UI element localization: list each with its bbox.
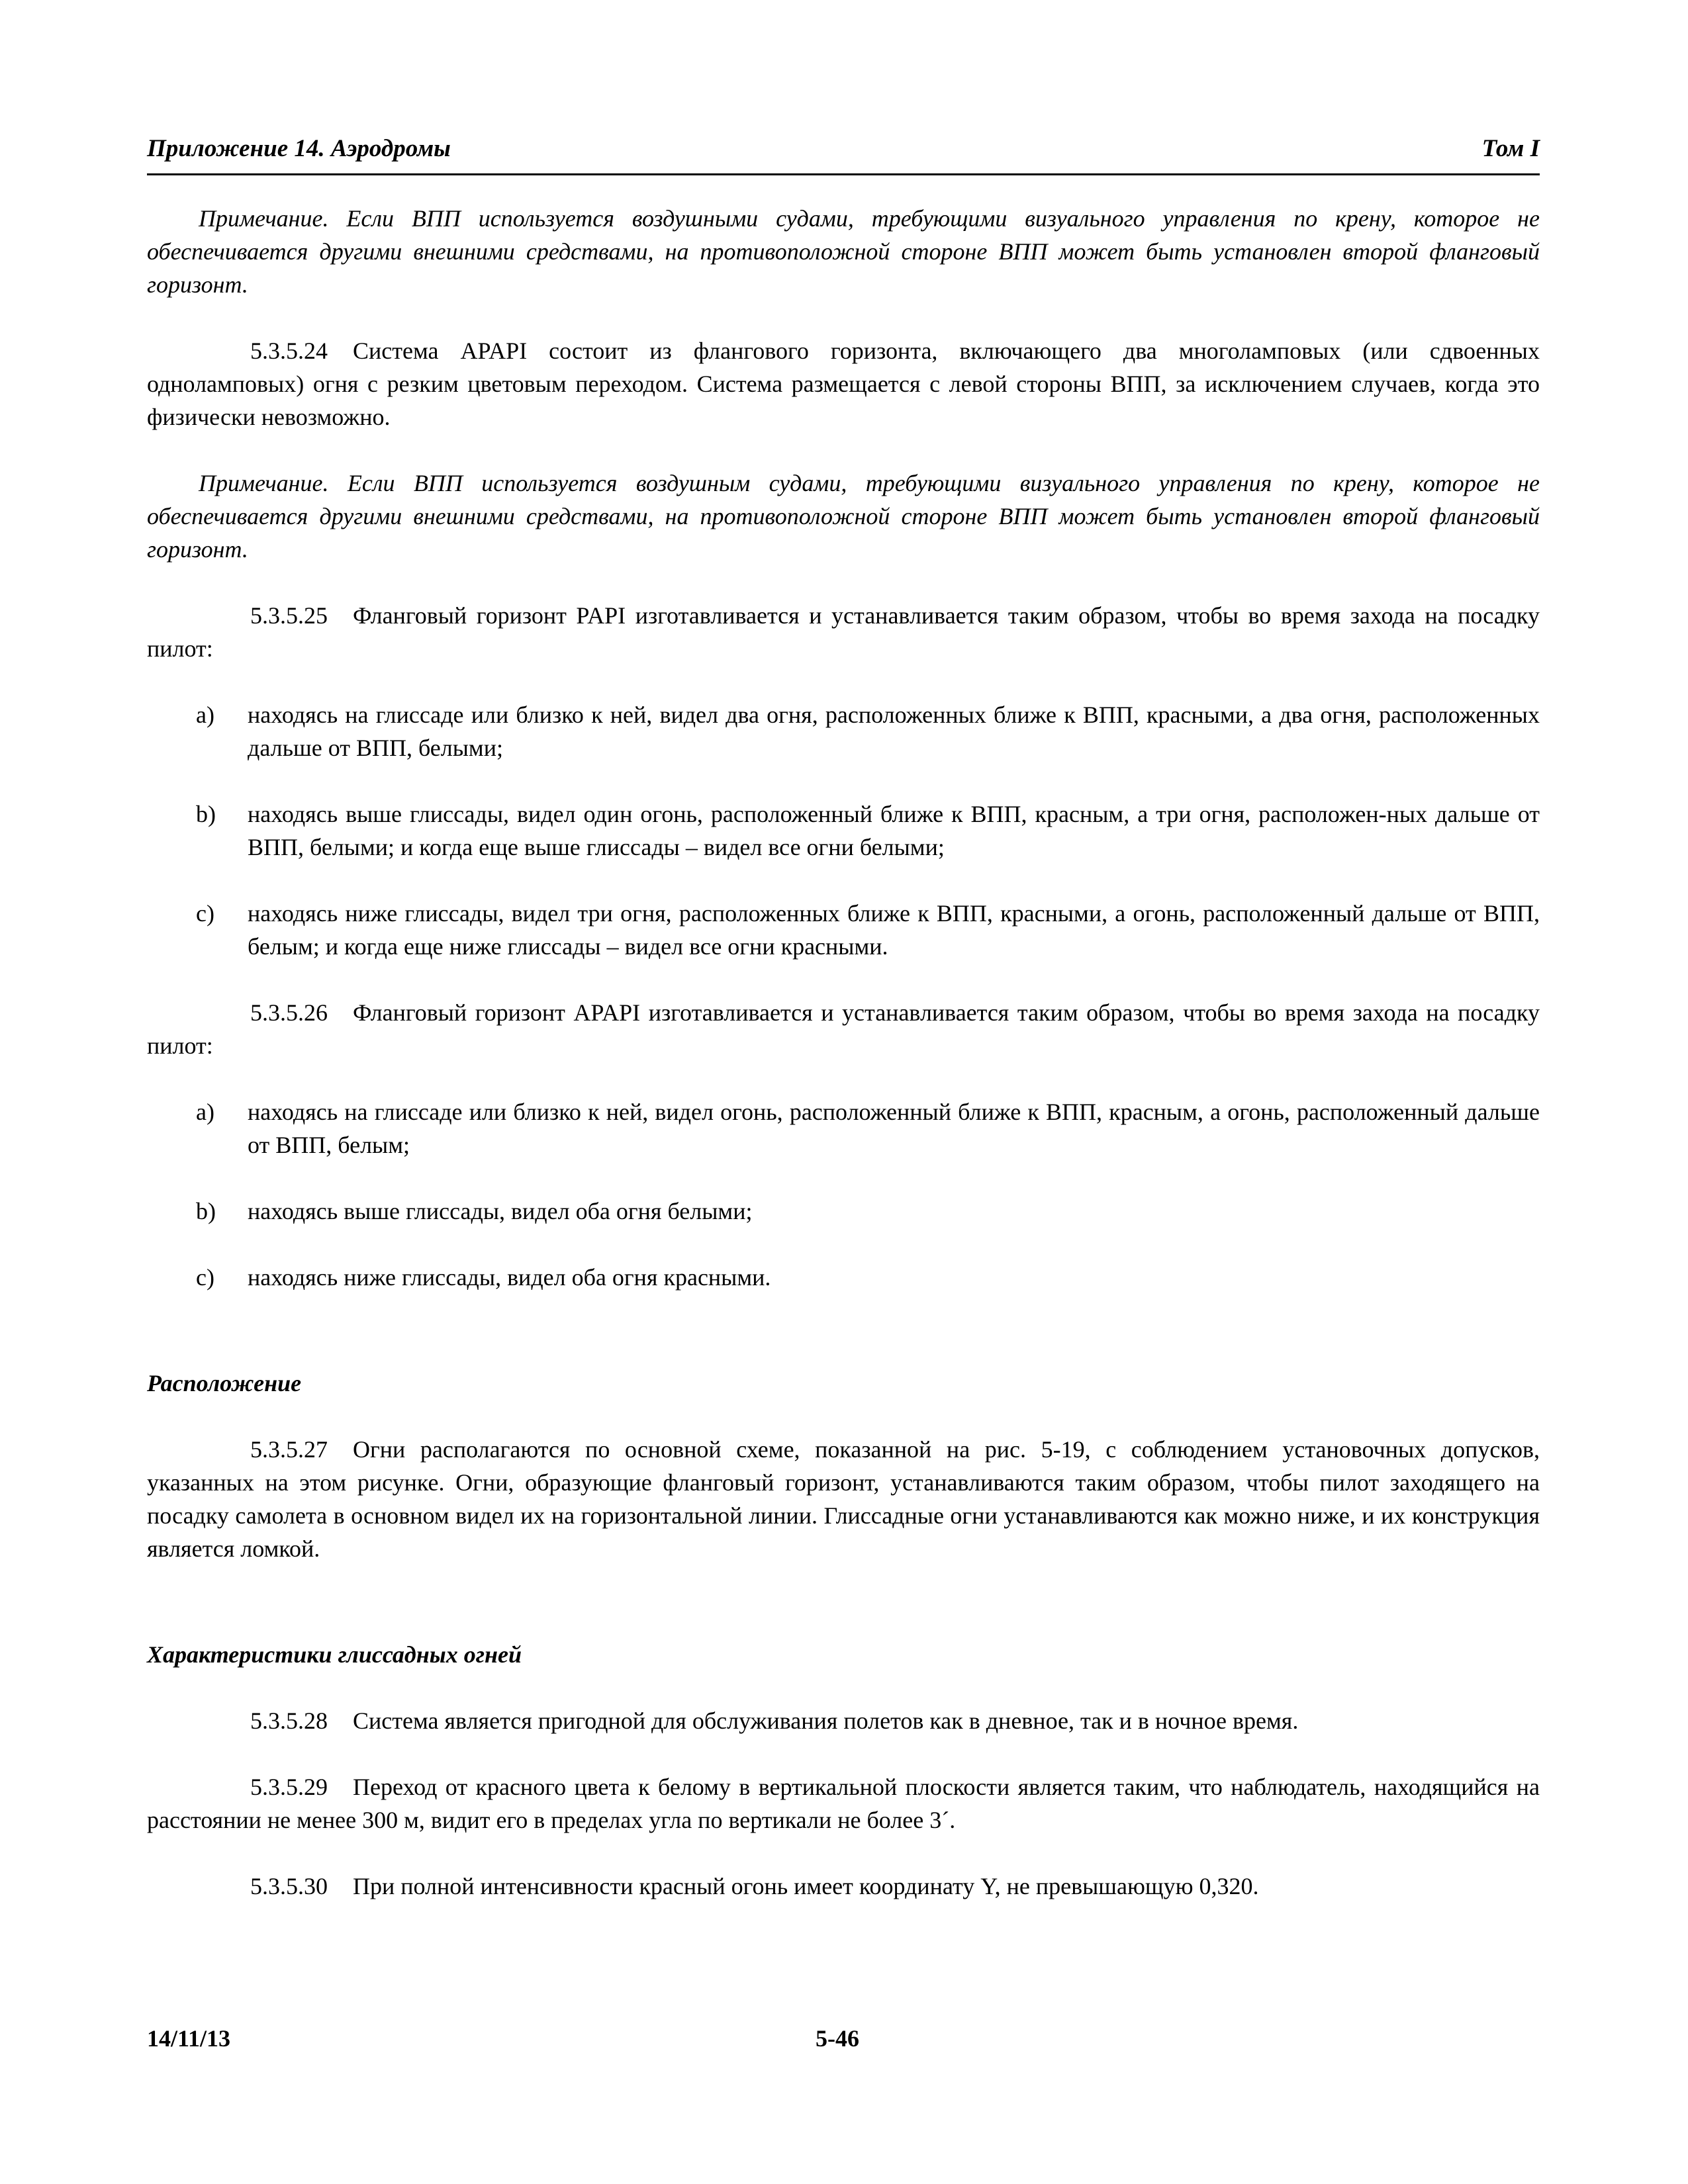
note-paragraph: Примечание. Если ВПП используется воздушными судами, требующими визуального управления по крену, которое не обеспечивается другими внешними средствами, на противоположной стороне ВПП может быть установлен второй фланговый горизонт. xyxy=(147,205,1540,298)
list-item xyxy=(147,698,1540,764)
paragraph-5-3-5-28 xyxy=(147,1704,1540,1737)
paragraph-number: 5.3.5.26 xyxy=(250,999,328,1026)
list-item xyxy=(147,1195,1540,1228)
list-marker: c) xyxy=(196,1264,214,1291)
header-volume: Том I xyxy=(1481,135,1540,162)
paragraph-number: 5.3.5.24 xyxy=(250,338,328,364)
list-item-text: находясь на глиссаде или близко к ней, видел два огня, расположенных ближе к ВПП, красными, а два огня, расположенных дальше от ВПП, белыми; xyxy=(248,702,1540,761)
list-marker: a) xyxy=(196,702,214,728)
list-item xyxy=(147,1261,1540,1294)
note-paragraph: Примечание. Если ВПП используется воздушным судами, требующими визуального управления по крену, которое не обеспечивается другими внешними средствами, на противоположной стороне ВПП может быть установлен второй фланговый горизонт. xyxy=(147,470,1540,563)
page-content xyxy=(147,202,1540,1903)
list-marker: a) xyxy=(196,1099,214,1125)
list-item xyxy=(147,897,1540,963)
list-marker: b) xyxy=(196,1198,216,1224)
list-item-text: находясь выше глиссады, видел один огонь, расположенный ближе к ВПП, красным, а три огня, расположен-ных дальше от ВПП, белыми; и когда еще выше глиссады – видел все огни белыми; xyxy=(248,801,1540,860)
header-title: Приложение 14. Аэродромы xyxy=(147,135,451,162)
paragraph-text: Переход от красного цвета к белому в вертикальной плоскости является таким, что наблюдатель, находящийся на расстоянии не менее 300 м, видит его в пределах угла по вертикали не более 3´. xyxy=(147,1774,1540,1833)
paragraph-number: 5.3.5.30 xyxy=(250,1873,328,1899)
paragraph-5-3-5-30 xyxy=(147,1870,1540,1903)
paragraph-number: 5.3.5.25 xyxy=(250,602,328,629)
list-marker: c) xyxy=(196,900,214,927)
paragraph-text: Фланговый горизонт PAPI изготавливается и устанавливается таким образом, чтобы во время захода на посадку пилот: xyxy=(147,602,1540,662)
section-title-location: Расположение xyxy=(147,1370,302,1396)
paragraph-text: Фланговый горизонт APAPI изготавливается и устанавливается таким образом, чтобы во время захода на посадку пилот: xyxy=(147,999,1540,1059)
list-item xyxy=(147,1095,1540,1161)
paragraph-5-3-5-27 xyxy=(147,1433,1540,1565)
paragraph-number: 5.3.5.29 xyxy=(250,1774,328,1800)
page-footer xyxy=(147,2022,1540,2055)
list-item-text: находясь ниже глиссады, видел три огня, расположенных ближе к ВПП, красными, а огонь, расположенный дальше от ВПП, белым; и когда еще ниже глиссады – видел все огни красными. xyxy=(248,900,1540,960)
footer-date: 14/11/13 xyxy=(147,2025,231,2052)
page-header xyxy=(147,132,1540,175)
list-item-text: находясь выше глиссады, видел оба огня белыми; xyxy=(248,1198,753,1224)
paragraph-text: При полной интенсивности красный огонь имеет координату Y, не превышающую 0,320. xyxy=(353,1873,1259,1899)
paragraph-text: Система APAPI состоит из флангового горизонта, включающего два многоламповых (или сдвоенных одноламповых) огня с резким цветовым переходом. Система размещается с левой стороны ВПП, за исключением случаев, когда это физически невозможно. xyxy=(147,338,1540,430)
section-title-characteristics: Характеристики глиссадных огней xyxy=(147,1641,522,1668)
list-marker: b) xyxy=(196,801,216,827)
paragraph-number: 5.3.5.27 xyxy=(250,1436,328,1463)
paragraph-5-3-5-25 xyxy=(147,599,1540,665)
list-item xyxy=(147,797,1540,864)
paragraph-5-3-5-26 xyxy=(147,996,1540,1062)
list-item-text: находясь ниже глиссады, видел оба огня красными. xyxy=(248,1264,771,1291)
paragraph-text: Система является пригодной для обслуживания полетов как в дневное, так и в ночное время. xyxy=(353,1707,1299,1734)
paragraph-number: 5.3.5.28 xyxy=(250,1707,328,1734)
paragraph-text: Огни располагаются по основной схеме, показанной на рис. 5-19, с соблюдением установочных допусков, указанных на этом рисунке. Огни, образующие фланговый горизонт, устанавливаются таким образом, чтобы пилот заходящего на посадку самолета в основном видел их на горизонтальной линии. Глиссадные огни устанавливаются как можно ниже, и их конструкция является ломкой. xyxy=(147,1436,1540,1562)
paragraph-5-3-5-24 xyxy=(147,334,1540,433)
document-page xyxy=(147,0,1540,2184)
list-item-text: находясь на глиссаде или близко к ней, видел огонь, расположенный ближе к ВПП, красным, а огонь, расположенный дальше от ВПП, белым; xyxy=(248,1099,1540,1158)
footer-page-number: 5-46 xyxy=(816,2025,859,2052)
paragraph-5-3-5-29 xyxy=(147,1770,1540,1837)
